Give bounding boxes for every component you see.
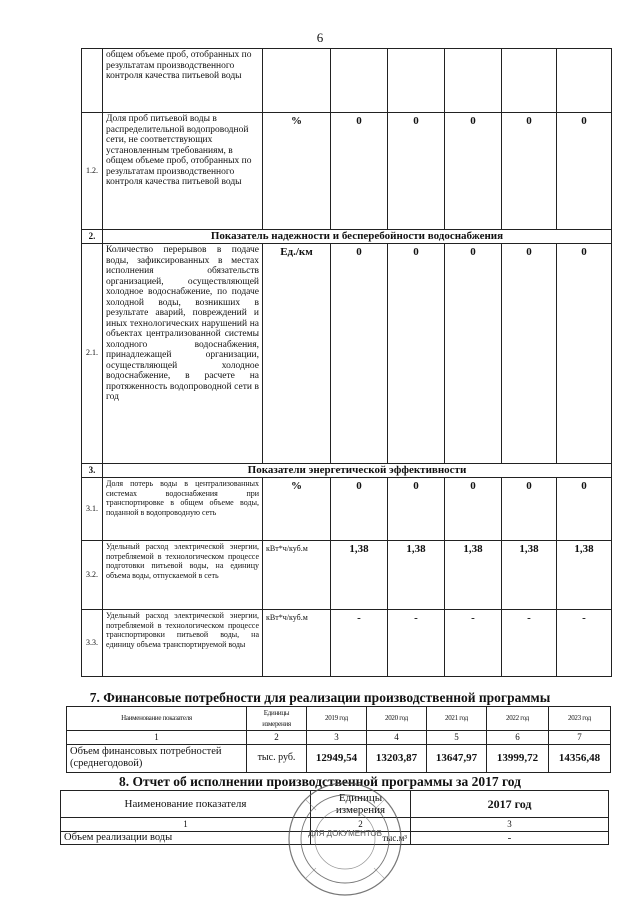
value-cell: 13647,97 bbox=[427, 744, 487, 772]
value-cell bbox=[557, 49, 612, 113]
value-cell: - bbox=[331, 610, 388, 677]
stamp-text: ДЛЯ ДОКУМЕНТОВ bbox=[307, 829, 383, 838]
value-cell: - bbox=[445, 610, 502, 677]
column-index: 2 bbox=[247, 731, 307, 745]
column-index: 5 bbox=[427, 731, 487, 745]
indicator-label: Объем финансовых потребностей (среднегодовой) bbox=[67, 744, 247, 772]
section-7-title: 7. Финансовые потребности для реализации производственной программы bbox=[89, 690, 551, 705]
value-cell: 12949,54 bbox=[307, 744, 367, 772]
value-cell: 0 bbox=[388, 478, 445, 541]
value-cell: 0 bbox=[331, 244, 388, 464]
value-cell: 1,38 bbox=[502, 541, 557, 610]
column-index: 3 bbox=[411, 818, 609, 832]
value-cell: 0 bbox=[331, 478, 388, 541]
column-index: 3 bbox=[307, 731, 367, 745]
column-header: 2023 год bbox=[549, 707, 611, 731]
table-row bbox=[82, 478, 612, 541]
section-title: Показатели энергетической эффективности bbox=[103, 464, 612, 478]
column-index: 6 bbox=[487, 731, 549, 745]
value-cell: - bbox=[388, 610, 445, 677]
column-header: 2022 год bbox=[487, 707, 549, 731]
indicator-label: общем объеме проб, отобранных по результатам производственного контроля качества питьевой воды bbox=[103, 49, 263, 113]
table-row bbox=[82, 113, 612, 230]
unit-cell: тыс.м³ bbox=[311, 831, 411, 845]
unit-cell: кВт*ч/куб.м bbox=[263, 541, 331, 610]
value-cell: 1,38 bbox=[331, 541, 388, 610]
value-cell: 1,38 bbox=[388, 541, 445, 610]
indicator-label: Объем реализации воды bbox=[61, 831, 311, 845]
indicator-label: Удельный расход электрической энергии, потребляемой в технологическом процессе подготовки питьевой воды, на единицу объема воды, отпускаемой в сеть bbox=[103, 541, 263, 610]
column-header: Единицы измерения bbox=[311, 791, 411, 818]
value-cell bbox=[388, 49, 445, 113]
section-number: 3. bbox=[82, 464, 103, 478]
row-number bbox=[82, 49, 103, 113]
value-cell: 0 bbox=[502, 113, 557, 230]
row-number: 2.1. bbox=[82, 244, 103, 464]
value-cell: 1,38 bbox=[445, 541, 502, 610]
column-header: 2021 год bbox=[427, 707, 487, 731]
value-cell: - bbox=[502, 610, 557, 677]
indicator-label: Количество перерывов в подаче воды, зафиксированных в местах исполнения обязательств организацией, осуществляющей холодное водоснабжение, по подаче холодной воды, возникших в результате аварий, повреждений и иных технологических нарушений на объектах централизованной системы холодного водоснабжения, принадлежащей организации, осуществляющей холодное водоснабжение, в расчете на протяженность водопроводной сети в год bbox=[103, 244, 263, 464]
page-number: 6 bbox=[316, 30, 324, 45]
row-number: 3.2. bbox=[82, 541, 103, 610]
table-header-row bbox=[67, 707, 611, 731]
unit-cell bbox=[263, 49, 331, 113]
indicator-label: Удельный расход электрической энергии, потребляемой в технологическом процессе транспортировки питьевой воды, на единицу объема транспортируемой воды bbox=[103, 610, 263, 677]
row-number: 1.2. bbox=[82, 113, 103, 230]
financial-needs-table bbox=[66, 706, 611, 773]
indicator-label: Доля потерь воды в централизованных системах водоснабжения при транспортировке в общем объеме воды, поданной в водопроводную сеть bbox=[103, 478, 263, 541]
value-cell bbox=[502, 49, 557, 113]
index-row bbox=[67, 731, 611, 745]
column-index: 1 bbox=[61, 818, 311, 832]
column-header: Единицы измерения bbox=[247, 707, 307, 731]
column-index: 7 bbox=[549, 731, 611, 745]
section-title: Показатель надежности и бесперебойности водоснабжения bbox=[103, 230, 612, 244]
value-cell bbox=[445, 49, 502, 113]
table-row bbox=[82, 244, 612, 464]
column-header: 2019 год bbox=[307, 707, 367, 731]
value-cell: 0 bbox=[502, 244, 557, 464]
value-cell: - bbox=[557, 610, 612, 677]
section-header-row bbox=[82, 230, 612, 244]
indicators-table bbox=[81, 48, 612, 677]
table-row bbox=[82, 610, 612, 677]
section-header-row bbox=[82, 464, 612, 478]
table-row bbox=[82, 49, 612, 113]
value-cell: 0 bbox=[445, 113, 502, 230]
column-header: 2017 год bbox=[411, 791, 609, 818]
unit-cell: Ед./км bbox=[263, 244, 331, 464]
value-cell: - bbox=[411, 831, 609, 845]
unit-cell: тыс. руб. bbox=[247, 744, 307, 772]
unit-cell: % bbox=[263, 113, 331, 230]
column-header: 2020 год bbox=[367, 707, 427, 731]
value-cell: 0 bbox=[445, 478, 502, 541]
value-cell bbox=[331, 49, 388, 113]
value-cell: 1,38 bbox=[557, 541, 612, 610]
section-number: 2. bbox=[82, 230, 103, 244]
value-cell: 0 bbox=[557, 244, 612, 464]
value-cell: 0 bbox=[557, 113, 612, 230]
row-number: 3.1. bbox=[82, 478, 103, 541]
value-cell: 13203,87 bbox=[367, 744, 427, 772]
value-cell: 0 bbox=[388, 113, 445, 230]
section-8-title: 8. Отчет об исполнении производственной программы за 2017 год bbox=[119, 774, 521, 789]
value-cell: 0 bbox=[388, 244, 445, 464]
value-cell: 14356,48 bbox=[549, 744, 611, 772]
column-header: Наименование показателя bbox=[61, 791, 311, 818]
column-index: 1 bbox=[67, 731, 247, 745]
table-row bbox=[67, 744, 611, 772]
column-header: Наименование показателя bbox=[67, 707, 247, 731]
unit-cell: % bbox=[263, 478, 331, 541]
value-cell: 0 bbox=[445, 244, 502, 464]
column-index: 4 bbox=[367, 731, 427, 745]
column-index: 2 bbox=[311, 818, 411, 832]
value-cell: 0 bbox=[502, 478, 557, 541]
value-cell: 0 bbox=[331, 113, 388, 230]
round-stamp bbox=[286, 780, 404, 898]
value-cell: 13999,72 bbox=[487, 744, 549, 772]
unit-cell: кВт*ч/куб.м bbox=[263, 610, 331, 677]
row-number: 3.3. bbox=[82, 610, 103, 677]
indicator-label: Доля проб питьевой воды в распределительной водопроводной сети, не соответствующих установленным требованиям, в общем объеме проб, отобранных по результатам производственного контроля качества питьевой воды bbox=[103, 113, 263, 230]
value-cell: 0 bbox=[557, 478, 612, 541]
table-row bbox=[82, 541, 612, 610]
